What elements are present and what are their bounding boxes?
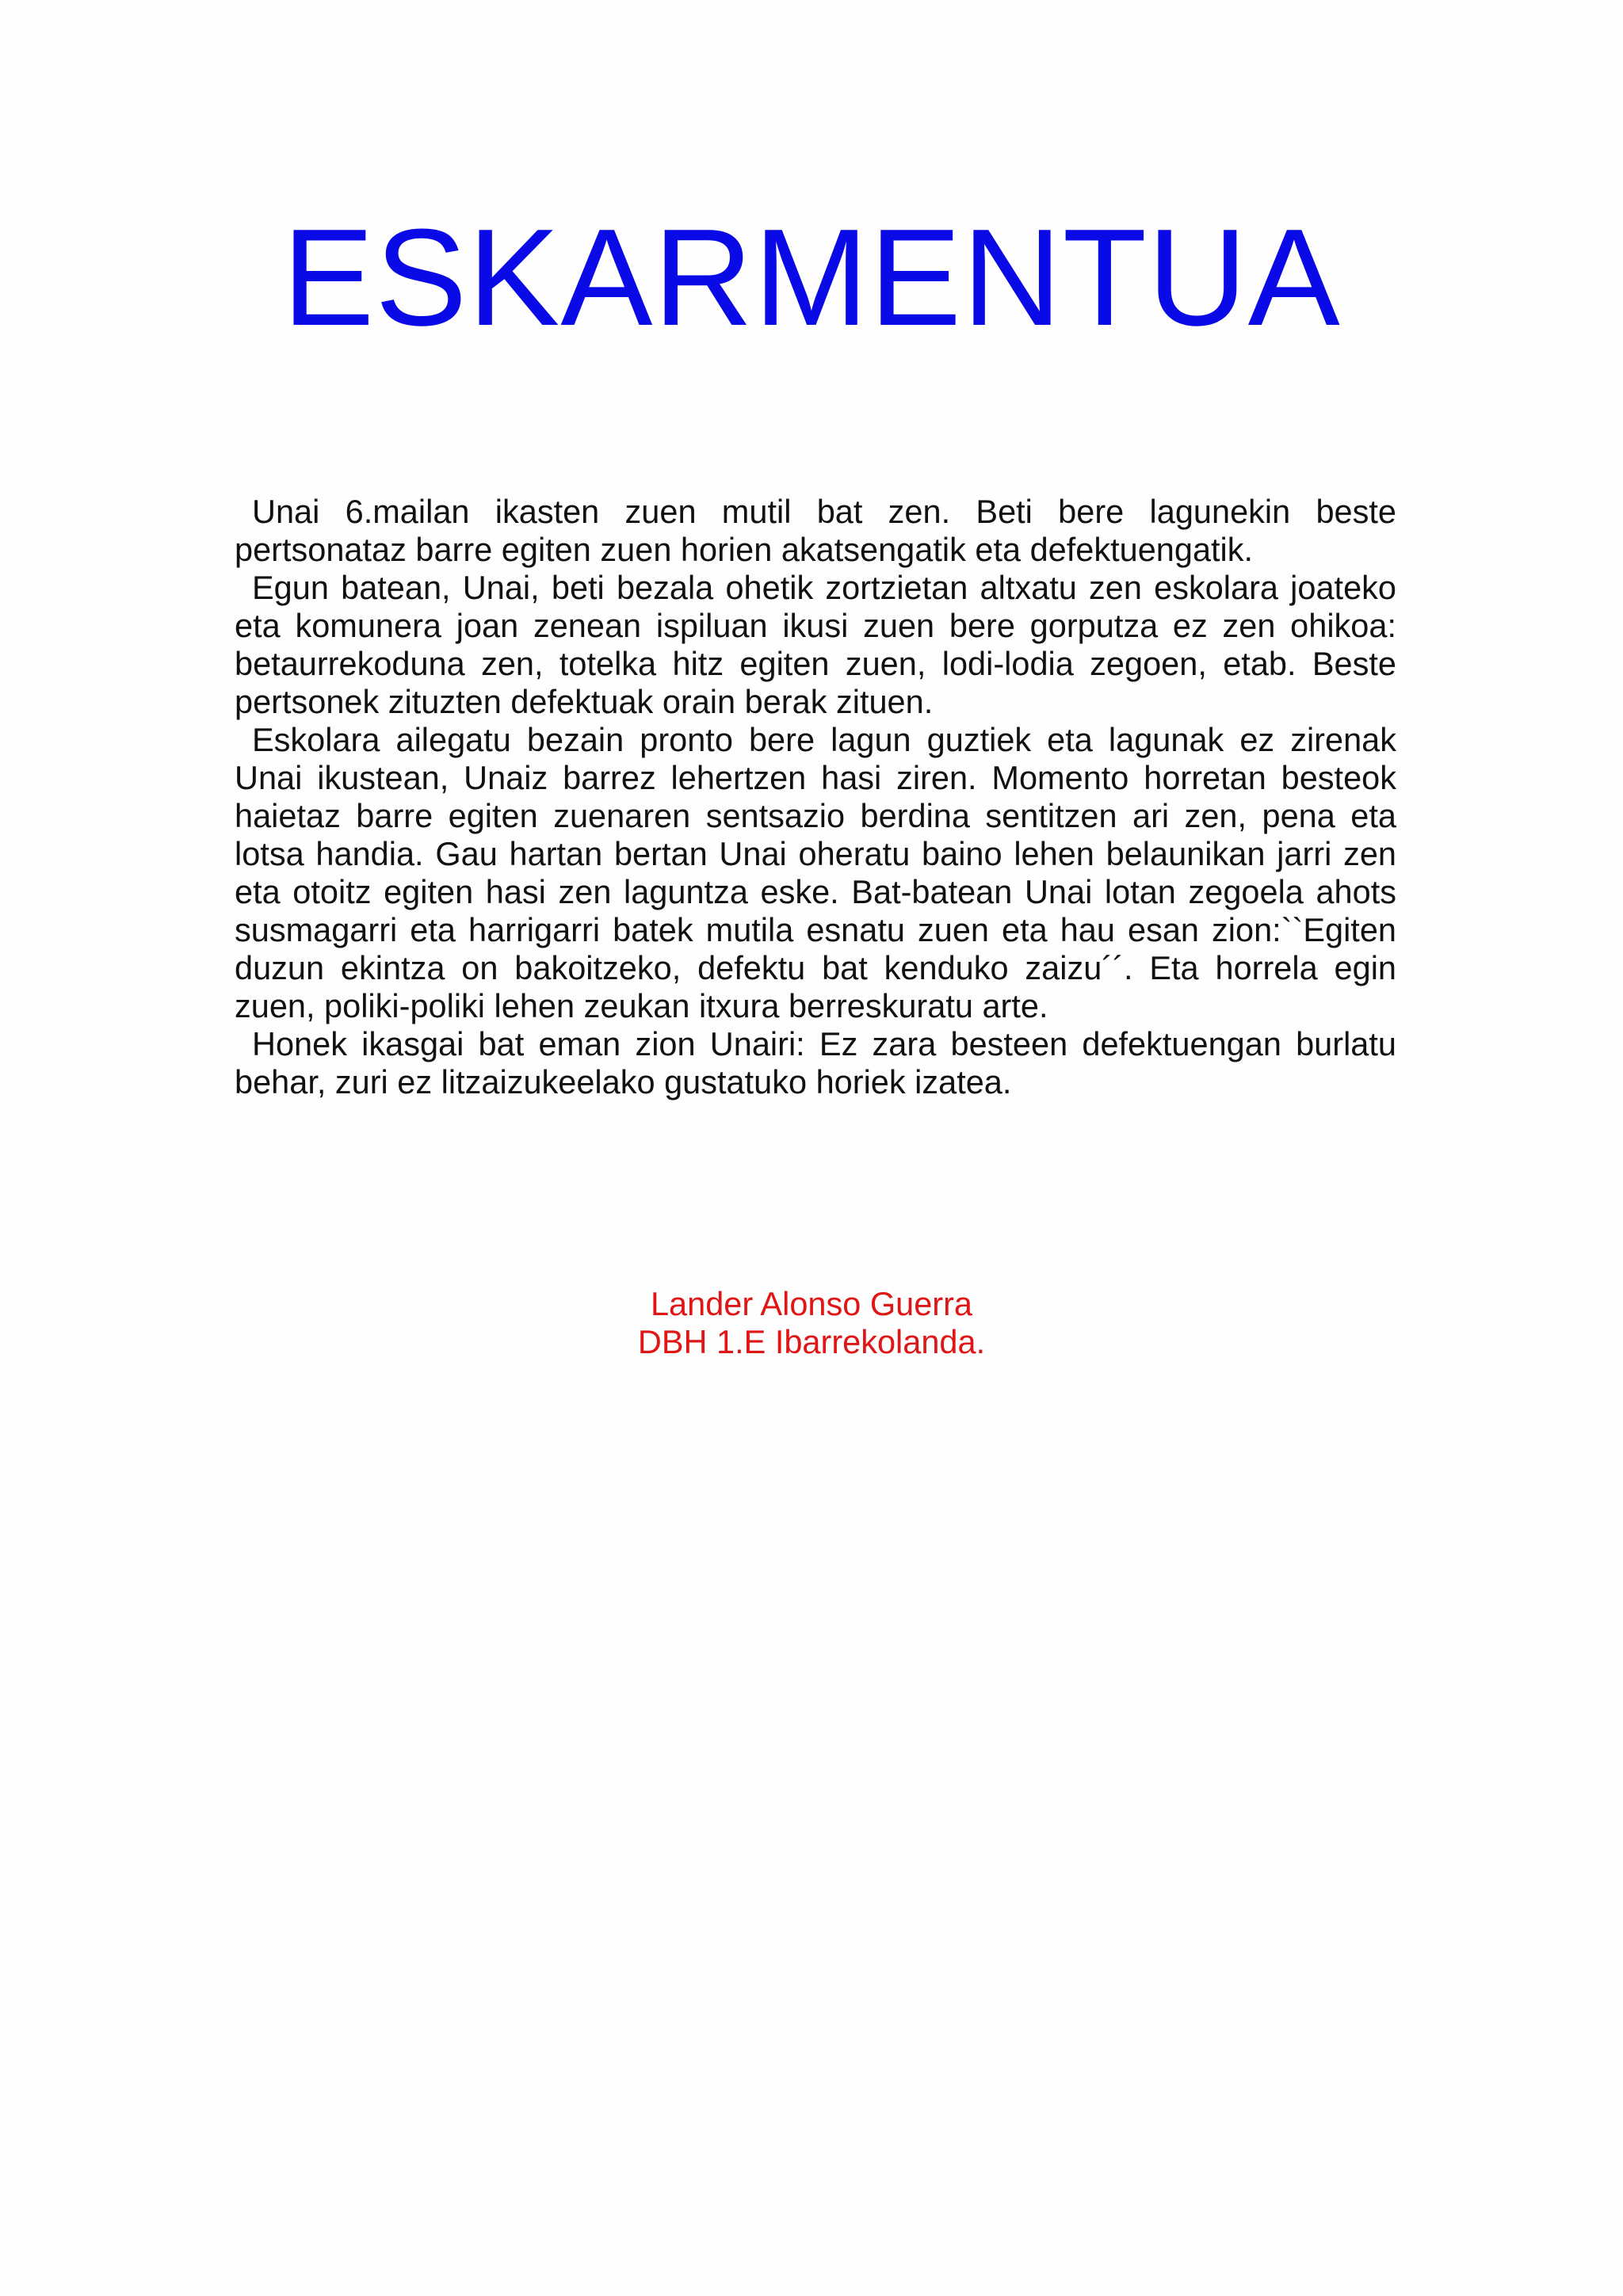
author-class: DBH 1.E Ibarrekolanda. bbox=[637, 1323, 986, 1360]
story-paragraph-1: Unai 6.mailan ikasten zuen mutil bat zen. Beti bere lagunekin beste pertsonataz barre egiten zuen horien akatsengatik eta defektuengatik. bbox=[235, 493, 1396, 568]
story-paragraph-4: Honek ikasgai bat eman zion Unairi: Ez zara besteen defektuengan burlatu behar, zuri ez litzaizukeelako gustatuko horiek izatea. bbox=[235, 1025, 1396, 1100]
author-name: Lander Alonso Guerra bbox=[650, 1285, 973, 1322]
document-title: ESKARMENTUA bbox=[282, 200, 1341, 354]
story-paragraph-3: Eskolara ailegatu bezain pronto bere lagun guztiek eta lagunak ez zirenak Unai ikustean, Unaiz barrez lehertzen hasi ziren. Momento horretan besteok haietaz barre egiten zuenaren sentsazio berdina sentitzen ari zen, pena eta lotsa handia. Gau hartan bertan Unai oheratu baino lehen belaunikan jarri zen eta otoitz egiten hasi zen laguntza eske. Bat-batean Unai lotan zegoela ahots susmagarri eta harrigarri batek mutila esnatu zuen eta hau esan zion:``Egiten duzun ekintza on bakoitzeko, defektu bat kenduko zaizu´´. Eta horrela egin zuen, poliki-poliki lehen zeukan itxura berreskuratu arte. bbox=[235, 721, 1396, 1024]
author-signature bbox=[0, 1285, 1623, 1361]
story-paragraph-2: Egun batean, Unai, beti bezala ohetik zortzietan altxatu zen eskolara joateko eta komunera joan zenean ispiluan ikusi zuen bere gorputza ez zen ohikoa: betaurrekoduna zen, totelka hitz egiten zuen, lodi-lodia zegoen, etab. Beste pertsonek zituzten defektuak orain berak zituen. bbox=[235, 569, 1396, 720]
story-body bbox=[235, 493, 1396, 1101]
